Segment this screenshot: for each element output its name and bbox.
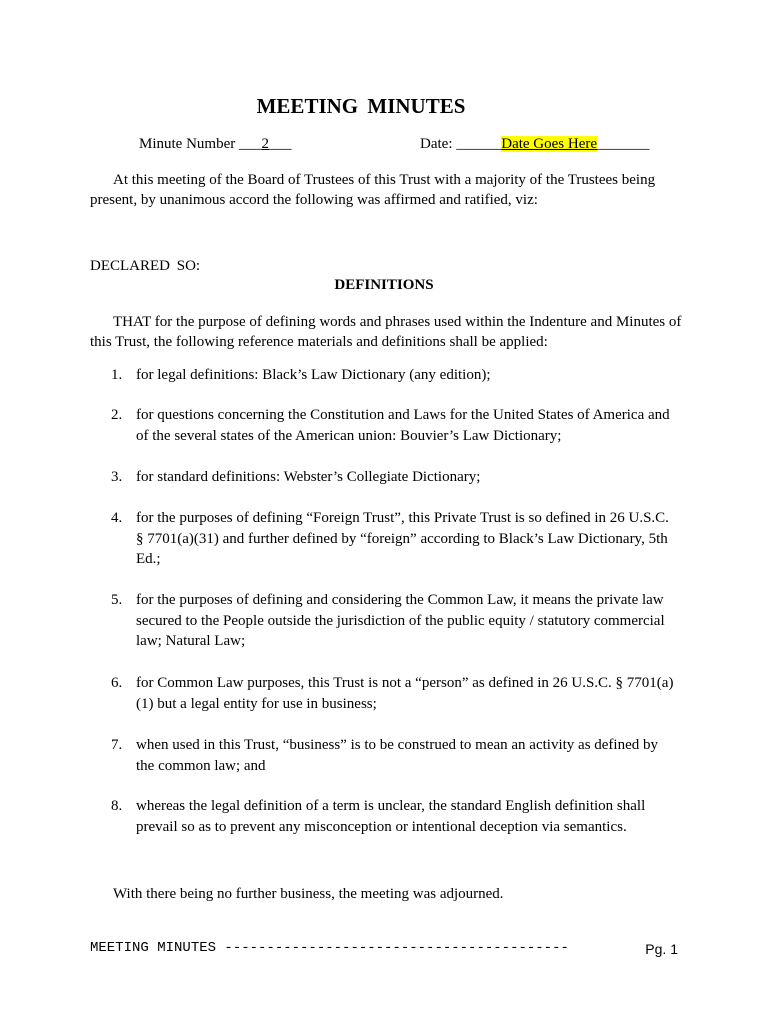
list-item-number: 5. (111, 592, 123, 608)
list-item-text: whereas the legal definition of a term is unclear, the standard English definition shall prevail so as to prevent any misconception or intentional deception via semantics. (136, 798, 646, 835)
list-item-number: 4. (111, 510, 123, 526)
declared-label: DECLARED SO: (90, 258, 201, 274)
minute-number-line (139, 136, 291, 153)
list-item-text: for questions concerning the Constitution and Laws for the United States of America and of the several states of the American union: Bouvier’s Law Dictionary; (136, 407, 670, 444)
intro-paragraph: At this meeting of the Board of Trustees of this Trust with a majority of the Trustees being present, by unanimous accord the following was affirmed and ratified, viz: (90, 172, 656, 208)
list-item-text: for standard definitions: Webster’s Collegiate Dictionary; (136, 469, 481, 485)
that-paragraph: THAT for the purpose of defining words and phrases used within the Indenture and Minutes of this Trust, the following reference materials and definitions shall be applied: (90, 314, 682, 350)
minute-underline-pre: ___ (235, 136, 262, 152)
date-value: Date Goes Here (501, 136, 598, 152)
page-title: MEETING MINUTES (256, 94, 466, 118)
date-label: Date: (420, 136, 453, 152)
page-footer (90, 940, 680, 956)
list-item-text: for the purposes of defining and considering the Common Law, it means the private law secured to the People outside the jurisdiction of the public equity / statutory commercial law; Natural Law; (136, 592, 665, 649)
list-item-text: for the purposes of defining “Foreign Trust”, this Private Trust is so defined in 26 U.S.C. § 7701(a)(31) and further defined by “foreign” according to Black’s Law Dictionary, 5th Ed.; (136, 510, 669, 567)
date-underline-pre: ______ (452, 136, 502, 152)
page-number: Pg. 1 (645, 941, 678, 957)
date-underline-post: _______ (597, 136, 650, 152)
minute-underline-post: ___ (268, 136, 292, 152)
date-line (420, 136, 650, 153)
closing-paragraph: With there being no further business, the meeting was adjourned. (113, 886, 504, 902)
list-item-number: 6. (111, 675, 123, 691)
list-item-text: for legal definitions: Black’s Law Dictionary (any edition); (136, 367, 491, 383)
list-item-text: when used in this Trust, “business” is to be construed to mean an activity as defined by the common law; and (136, 737, 659, 774)
list-item-text: for Common Law purposes, this Trust is not a “person” as defined in 26 U.S.C. § 7701(a)(1) but a legal entity for use in business; (136, 675, 674, 712)
list-item-number: 2. (111, 407, 123, 423)
list-item-number: 7. (111, 737, 123, 753)
list-item-number: 8. (111, 798, 123, 814)
list-item-number: 3. (111, 469, 123, 485)
list-item-number: 1. (111, 367, 123, 383)
definitions-heading: DEFINITIONS (334, 277, 434, 293)
footer-title: MEETING MINUTES ----------------------------------------- (90, 940, 569, 956)
minute-number-value: 2 (261, 136, 269, 152)
minute-label: Minute Number (139, 136, 236, 152)
